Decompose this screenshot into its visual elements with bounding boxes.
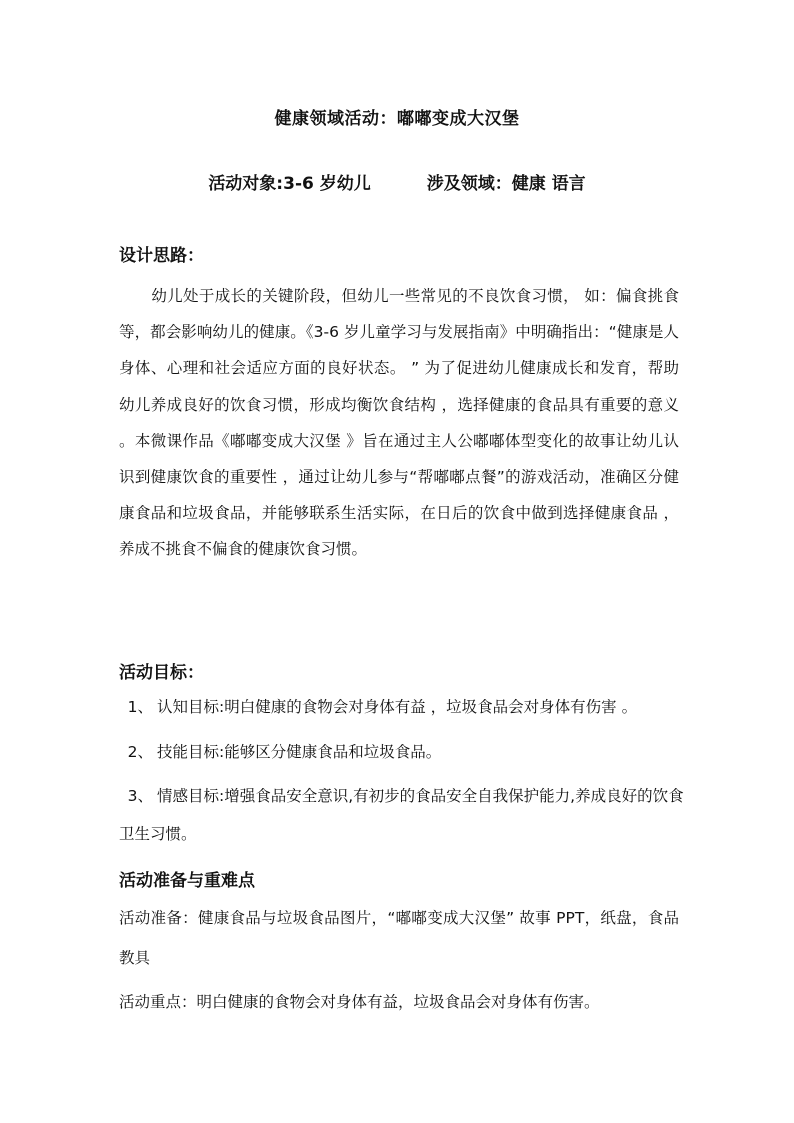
design-paragraph-text: 幼儿处于成长的关键阶段，但幼儿一些常见的不良饮食习惯， 如：偏食挑食等，都会影响幼儿的健康。《3-6 岁儿童学习与发展指南》中明确指出：“健康是人身体、心理和社会适应方面的良好状态。 ” 为了促进幼儿健康成长和发育，帮助幼儿养成良好的饮食习惯，形成均衡饮食结构 ，选择健康的食品具有重要的意义 。本微课作品《嘟嘟变成大汉堡 》旨在通过主人公嘟嘟体型变化的故事让幼儿认识到健康饮食的重要性 ，通过让幼儿参与“帮嘟嘟点餐”的游戏活动，准确区分健康食品和垃圾食品，并能够联系生活实际，在日后的饮食中做到选择健康食品 ，养成不挑食不偏食的健康饮食习惯。	[119, 287, 679, 559]
goal-text: 技能目标:能够区分健康食品和垃圾食品。	[157, 743, 442, 761]
page-title: 健康领域活动：嘟嘟变成大汉堡	[274, 109, 520, 129]
goal-text: 认知目标:明白健康的食物会对身体有益 ，垃圾食品会对身体有伤害 。	[157, 698, 638, 716]
goals-heading: 活动目标：	[119, 663, 204, 683]
prep-preparation: 活动准备：健康食品与垃圾食品图片，“嘟嘟变成大汉堡” 故事 PPT，纸盘，食品教具	[119, 909, 679, 967]
activity-domain: 涉及领域：健康 语言	[426, 174, 586, 194]
goal-number: 2、	[127, 743, 153, 761]
prep-key-point: 活动重点：明白健康的食物会对身体有益，垃圾食品会对身体有伤害。	[119, 993, 600, 1011]
goal-number: 1、	[127, 698, 153, 716]
goal-text: 情感目标:增强食品安全意识,有初步的食品安全自我保护能力,养成良好的饮食卫生习惯。	[119, 787, 684, 843]
design-heading: 设计思路：	[119, 246, 204, 266]
goal-item-3	[119, 777, 684, 853]
design-paragraph	[119, 278, 679, 568]
prep-heading: 活动准备与重难点	[119, 871, 255, 891]
goal-item-2	[119, 733, 684, 771]
goal-item-1	[119, 688, 684, 726]
goal-number: 3、	[127, 787, 153, 805]
activity-target: 活动对象:3-6 岁幼儿	[208, 174, 371, 194]
activity-meta	[0, 169, 794, 194]
